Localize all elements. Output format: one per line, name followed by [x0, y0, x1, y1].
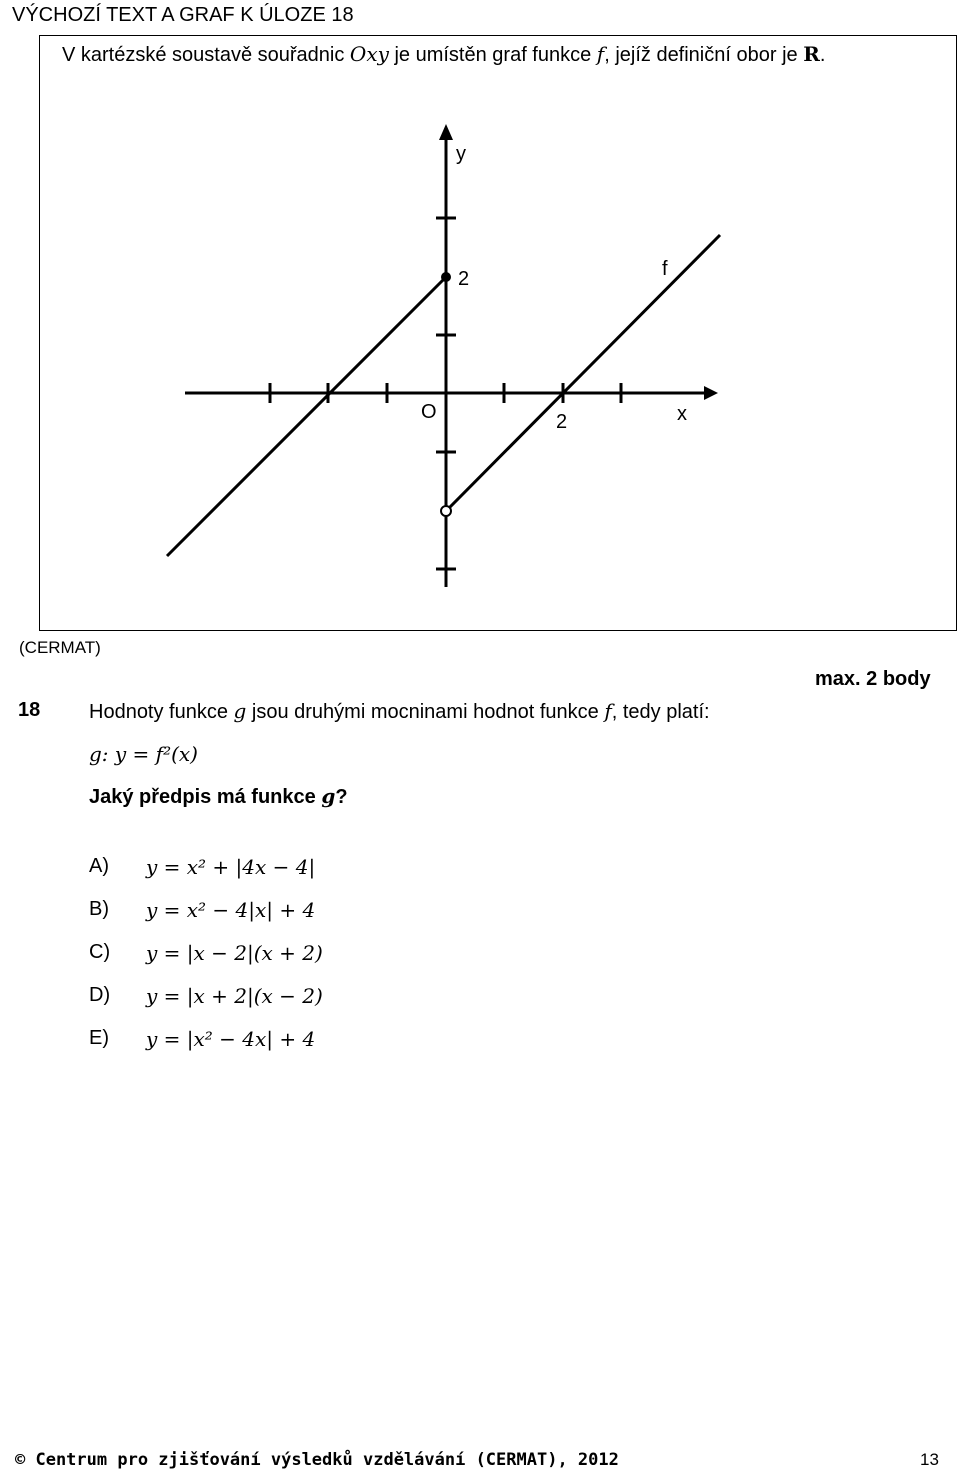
option-formula: y = x² − 4|x| + 4 — [146, 898, 316, 922]
section-heading: VÝCHOZÍ TEXT A GRAF K ÚLOZE 18 — [12, 4, 354, 26]
y-tick-label-2: 2 — [458, 268, 470, 290]
x-tick-label-2: 2 — [556, 411, 568, 433]
question-ask: Jaký předpis má funkce g? — [89, 784, 348, 808]
intro-text: V kartézské soustavě souřadnic Oxy je umístěn graf funkce f, jejíž definiční obor je R. — [62, 42, 826, 66]
option-formula: y = |x + 2|(x − 2) — [146, 984, 323, 1008]
option-formula: y = |x² − 4x| + 4 — [146, 1027, 316, 1051]
footer-copyright: © Centrum pro zjišťování výsledků vzdělávání (CERMAT), 2012 — [15, 1450, 619, 1470]
closed-endpoint — [441, 272, 451, 282]
page-number: 13 — [920, 1450, 939, 1469]
option-letter: E) — [89, 1027, 109, 1049]
function-left-branch — [167, 277, 446, 556]
function-right-branch — [449, 235, 720, 508]
y-axis-label: y — [456, 143, 466, 165]
option-formula: y = x² + |4x − 4| — [146, 855, 316, 879]
source-label: (CERMAT) — [19, 638, 101, 657]
function-graph — [0, 0, 960, 640]
y-axis-arrow — [439, 124, 453, 140]
x-axis-label: x — [677, 403, 687, 425]
option-formula: y = |x − 2|(x + 2) — [146, 941, 323, 965]
points-label: max. 2 body — [815, 668, 931, 690]
x-axis-arrow — [704, 386, 718, 400]
function-label: f — [662, 258, 668, 280]
open-endpoint — [441, 506, 451, 516]
option-letter: A) — [89, 855, 109, 877]
origin-label: O — [421, 401, 437, 423]
option-letter: C) — [89, 941, 111, 963]
question-text: Hodnoty funkce g jsou druhými mocninami hodnot funkce f, tedy platí: — [89, 699, 710, 723]
option-letter: B) — [89, 898, 109, 920]
question-number: 18 — [18, 699, 41, 721]
question-formula: g: y = f²(x) — [89, 742, 198, 766]
option-letter: D) — [89, 984, 111, 1006]
